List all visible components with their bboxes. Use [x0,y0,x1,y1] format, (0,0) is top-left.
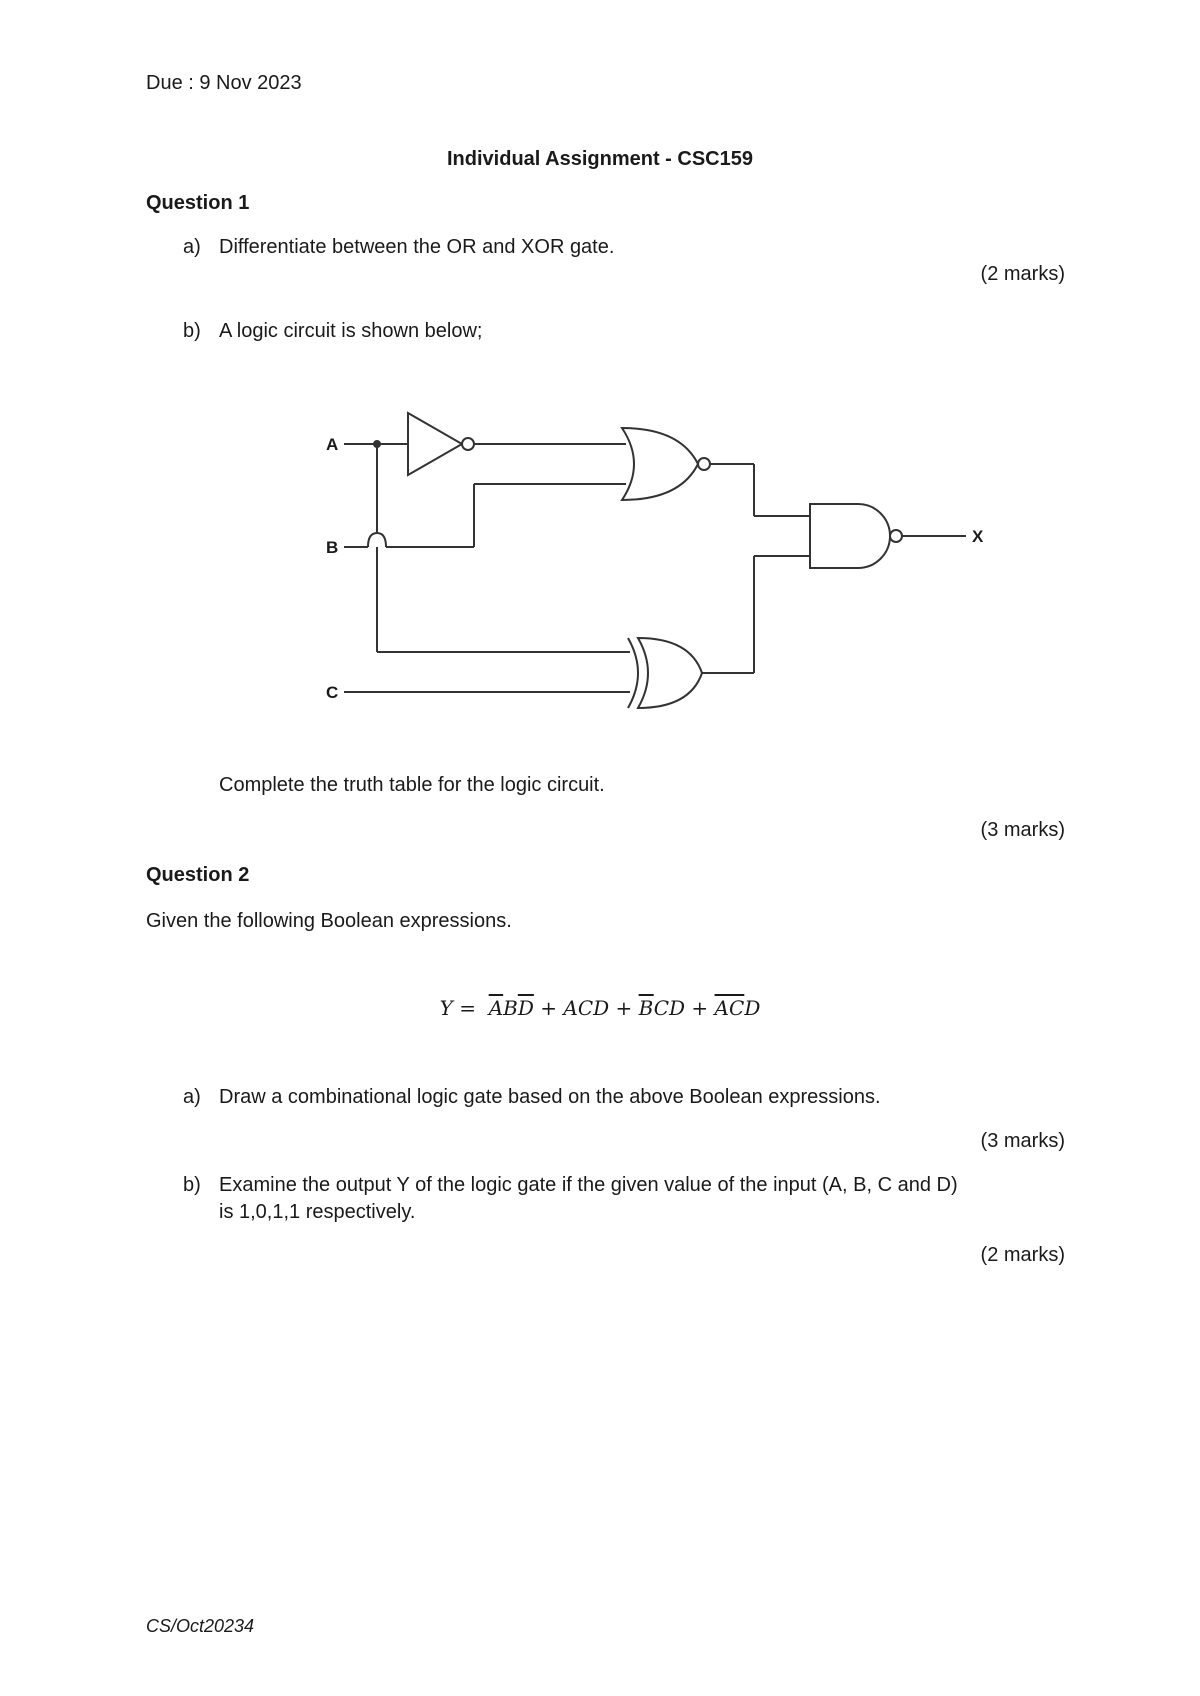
input-a-label: A [326,435,339,454]
nor-gate [622,428,698,500]
not-gate [408,413,462,475]
q1a-label: a) [183,236,201,258]
q2b-text-line1: Examine the output Y of the logic gate if the given value of the input (A, B, C and D) [219,1174,958,1196]
nor-gate-bubble [698,458,710,470]
eq-term4-a: $\overline{A}$ [714,996,729,1020]
xor-gate-back-arc [628,638,638,708]
wire-b-crossover [368,533,386,547]
input-b-label: B [326,538,339,557]
eq-plus: + [540,996,558,1020]
q2-intro: Given the following Boolean expressions. [146,910,512,932]
not-gate-bubble [462,438,474,450]
q1b-marks: (3 marks) [980,819,1065,841]
q1a-marks: (2 marks) [980,263,1065,285]
input-c-label: C [326,683,339,702]
xor-gate [638,638,702,708]
footer-code: CS/Oct20234 [146,1616,255,1636]
q1a-text: Differentiate between the OR and XOR gate. [219,236,615,258]
eq-term2: ACD [563,996,610,1020]
q1b-text: A logic circuit is shown below; [219,320,483,342]
q2b-label: b) [183,1174,201,1196]
eq-lhs: Y = [439,996,476,1020]
question1-heading: Question 1 [146,192,250,214]
q2a-marks: (3 marks) [980,1130,1065,1152]
q2b-text-line2: is 1,0,1,1 respectively. [219,1201,416,1223]
q2b-marks: (2 marks) [980,1244,1065,1266]
output-x-label: X [972,527,984,546]
q1-instruction: Complete the truth table for the logic circuit. [219,774,605,796]
eq-term1-a: $\overline{A}$ [488,996,504,1020]
eq-term4-b: $\overline{C}$ [729,996,745,1020]
q2a-label: a) [183,1086,201,1108]
boolean-expression [0,996,1200,1020]
eq-term1-c: $\overline{D}$ [517,996,534,1020]
eq-term3-a: $\overline{B}$ [638,996,654,1020]
eq-term4-c: D [744,996,761,1020]
page-title: Individual Assignment - CSC159 [447,148,753,170]
q2a-text: Draw a combinational logic gate based on the above Boolean expressions. [219,1086,881,1108]
nand-gate-bubble [890,530,902,542]
eq-term3-b: CD [653,996,686,1020]
question2-heading: Question 2 [146,864,250,886]
eq-plus: + [615,996,633,1020]
eq-term1-b: B [503,996,518,1020]
due-date: Due : 9 Nov 2023 [146,72,302,94]
logic-circuit-diagram [0,0,1200,760]
nand-gate [810,504,890,568]
q1b-label: b) [183,320,201,342]
eq-plus: + [691,996,709,1020]
